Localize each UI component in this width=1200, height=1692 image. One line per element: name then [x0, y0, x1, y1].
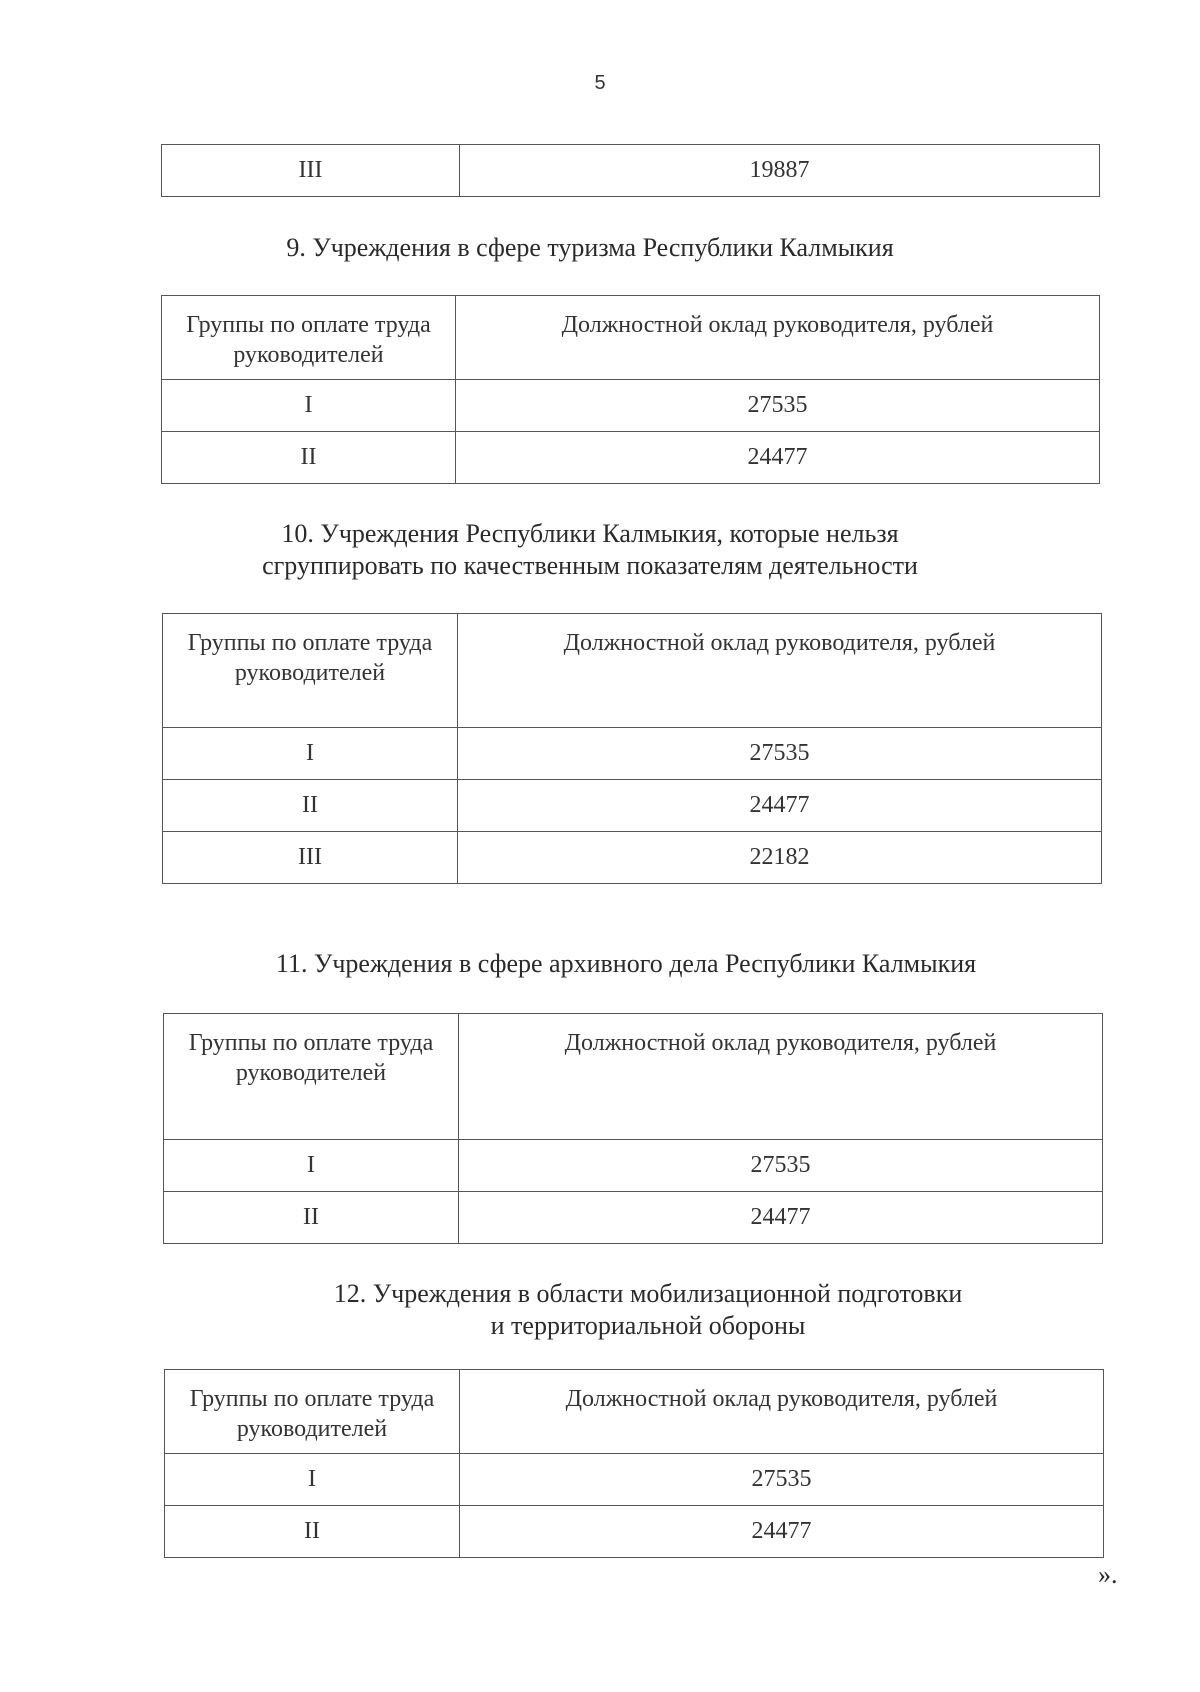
table-row	[163, 832, 1102, 884]
salary-cell: 24477	[458, 780, 1102, 832]
col-salary-header: Должностной оклад руководителя, рублей	[459, 1014, 1103, 1140]
salary-cell: 27535	[456, 380, 1100, 432]
table-row	[162, 432, 1100, 484]
salary-cell: 27535	[458, 728, 1102, 780]
col-salary-header: Должностной оклад руководителя, рублей	[458, 614, 1102, 728]
col-group-header: Группы по оплате труда руководителей	[163, 614, 458, 728]
salary-cell: 24477	[456, 432, 1100, 484]
header-row	[163, 614, 1102, 728]
header-row	[162, 296, 1100, 380]
salary-cell: 22182	[458, 832, 1102, 884]
table-row	[164, 1192, 1103, 1244]
group-cell: I	[162, 380, 456, 432]
header-row	[165, 1370, 1104, 1454]
page-number: 5	[594, 72, 606, 94]
group-cell: III	[162, 145, 460, 197]
col-group-header: Группы по оплате труда руководителей	[162, 296, 456, 380]
group-cell: I	[163, 728, 458, 780]
salary-cell: 19887	[460, 145, 1100, 197]
section-11-table	[163, 1013, 1103, 1244]
section-10-table	[162, 613, 1102, 884]
section-9-table	[161, 295, 1100, 484]
closing-quote-mark: ».	[1098, 1560, 1118, 1589]
group-cell: I	[165, 1454, 460, 1506]
group-cell: II	[165, 1506, 460, 1558]
col-salary-header: Должностной оклад руководителя, рублей	[460, 1370, 1104, 1454]
col-group-header: Группы по оплате труда руководителей	[164, 1014, 459, 1140]
table-row	[164, 1140, 1103, 1192]
section-9-title: 9. Учреждения в сфере туризма Республики Калмыкия	[286, 233, 894, 262]
salary-cell: 24477	[460, 1506, 1104, 1558]
section-12-table	[164, 1369, 1104, 1558]
table-row	[165, 1454, 1104, 1506]
salary-cell: 27535	[460, 1454, 1104, 1506]
header-row	[164, 1014, 1103, 1140]
group-cell: III	[163, 832, 458, 884]
table-row	[162, 380, 1100, 432]
table-row	[163, 728, 1102, 780]
col-group-header: Группы по оплате труда руководителей	[165, 1370, 460, 1454]
group-cell: II	[162, 432, 456, 484]
col-salary-header: Должностной оклад руководителя, рублей	[456, 296, 1100, 380]
salary-cell: 24477	[459, 1192, 1103, 1244]
group-cell: I	[164, 1140, 459, 1192]
group-cell: II	[164, 1192, 459, 1244]
table-row	[163, 780, 1102, 832]
table-row	[165, 1506, 1104, 1558]
section-12-title: 12. Учреждения в области мобилизационной подготовки и территориальной обороны	[333, 1279, 963, 1340]
table-row	[162, 145, 1100, 197]
section-10-title: 10. Учреждения Республики Калмыкия, которые нельзя сгруппировать по качественным показателям деятельности	[262, 519, 918, 580]
continuation-table	[161, 144, 1100, 197]
group-cell: II	[163, 780, 458, 832]
section-11-title: 11. Учреждения в сфере архивного дела Республики Калмыкия	[275, 949, 977, 978]
salary-cell: 27535	[459, 1140, 1103, 1192]
